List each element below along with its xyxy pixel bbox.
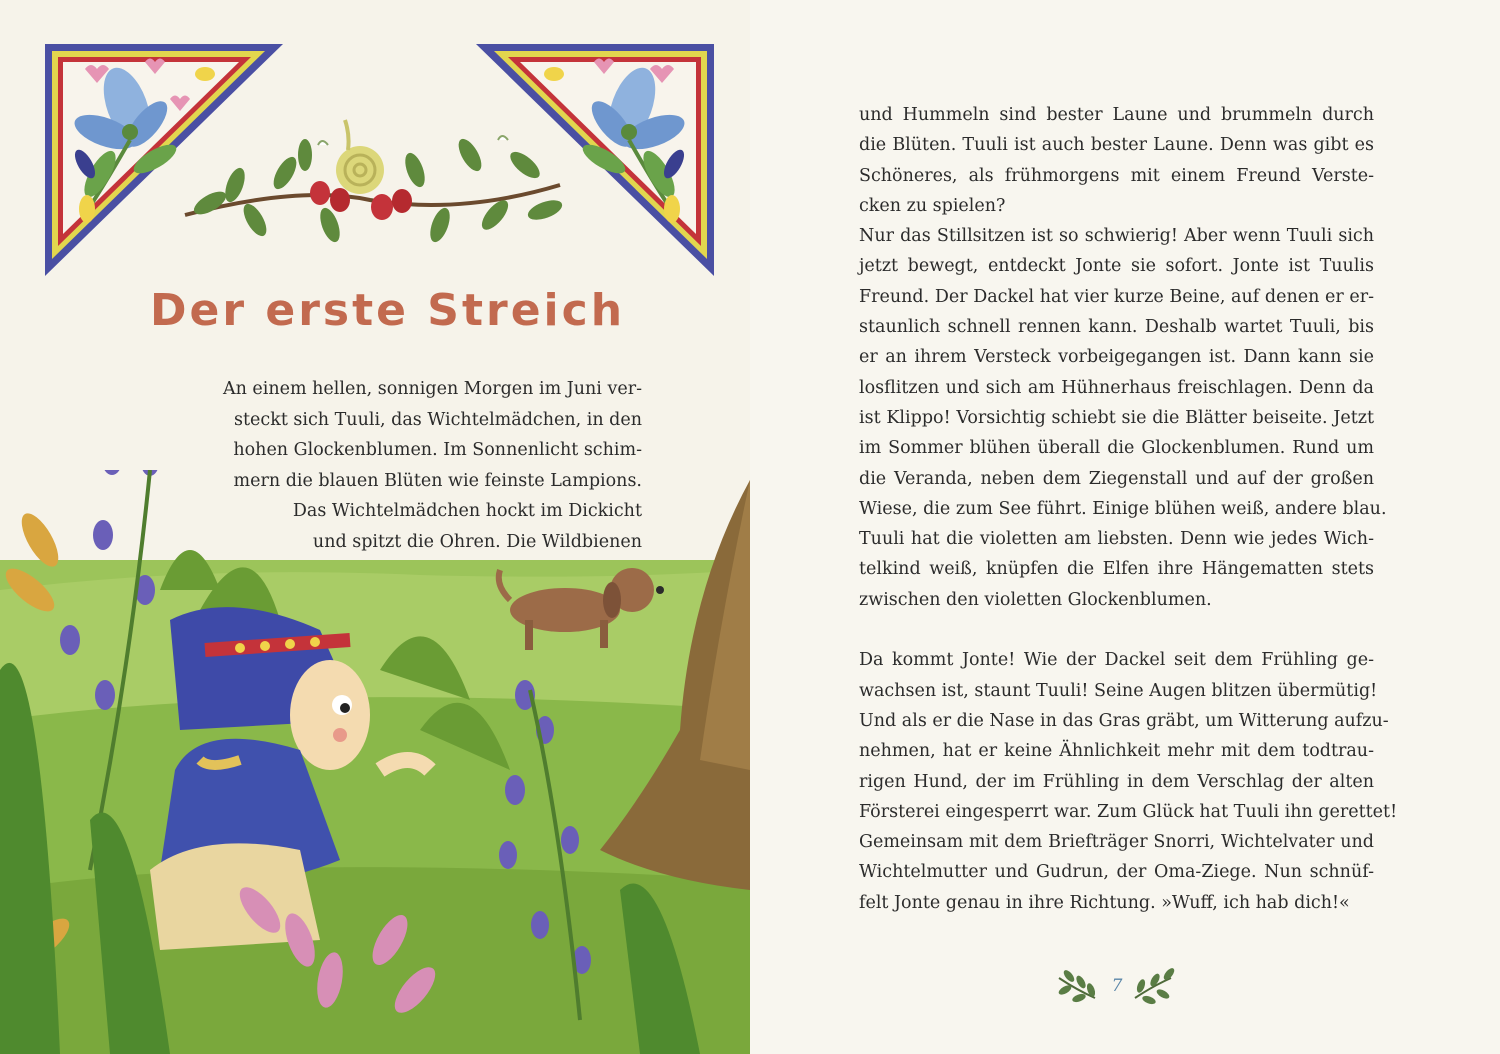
tuuli-meadow-illustration: [0, 470, 750, 1054]
body-line: die Veranda, neben dem Ziegenstall und auf der großen: [859, 468, 1374, 489]
intro-paragraph: [180, 374, 642, 557]
body-line: Nur das Stillsitzen ist so schwierig! Aber wenn Tuuli sich: [859, 226, 1374, 247]
intro-line: steckt sich Tuuli, das Wichtelmädchen, in den: [234, 409, 642, 430]
body-text: [859, 100, 1398, 918]
body-line: im Sommer blühen überall die Glockenblumen. Rund um: [859, 438, 1374, 459]
body-line: Försterei eingesperrt war. Zum Glück hat Tuuli ihn gerettet!: [859, 801, 1398, 822]
body-line: Tuuli hat die violetten am liebsten. Denn wie jedes Wich-: [859, 529, 1374, 550]
body-line: nehmen, hat er keine Ähnlichkeit mehr mit dem todtrau-: [859, 741, 1374, 762]
intro-line: hohen Glockenblumen. Im Sonnenlicht schim-: [233, 440, 642, 460]
chapter-title: Der erste Streich: [149, 285, 626, 336]
body-line: Schöneres, als frühmorgens mit einem Freund Verste-: [859, 165, 1374, 186]
intro-line: An einem hellen, sonnigen Morgen im Juni ver-: [222, 379, 642, 399]
body-line: Und als er die Nase in das Gras gräbt, um Witterung aufzu-: [859, 710, 1389, 731]
body-line: wachsen ist, staunt Tuuli! Seine Augen blitzen übermütig!: [859, 680, 1378, 701]
body-line: ist Klippo! Vorsichtig schiebt sie die Blätter beiseite. Jetzt: [859, 407, 1374, 428]
intro-line: und spitzt die Ohren. Die Wildbienen: [312, 531, 642, 552]
body-line: Freund. Der Dackel hat vier kurze Beine, auf denen er er-: [859, 286, 1374, 307]
body-line: Wiese, die zum See führt. Einige blühen weiß, andere blau.: [859, 498, 1387, 519]
body-line: staunlich schnell rennen kann. Deshalb wartet Tuuli, bis: [859, 317, 1374, 338]
body-line: cken zu spielen?: [859, 195, 1006, 216]
leaf-sprig-right-icon: [1131, 968, 1175, 1008]
body-line: Da kommt Jonte! Wie der Dackel seit dem Frühling ge-: [859, 650, 1374, 671]
body-line: felt Jonte genau in ihre Richtung. »Wuff, ich hab dich!«: [859, 892, 1350, 913]
body-line: rigen Hund, der im Frühling in dem Verschlag der alten: [859, 771, 1374, 792]
body-line: zwischen den violetten Glockenblumen.: [859, 589, 1212, 610]
body-line: er an ihrem Versteck vorbeigegangen ist. Dann kann sie: [859, 347, 1374, 368]
body-line: Wichtelmutter und Gudrun, der Oma-Ziege. Nun schnüf-: [859, 862, 1374, 883]
body-line: telkind weiß, knüpfen die Elfen ihre Hängematten stets: [859, 559, 1374, 580]
intro-line: mern die blauen Blüten wie feinste Lampions.: [233, 470, 642, 491]
page-footer: [1055, 968, 1175, 1008]
right-page: [750, 0, 1500, 1054]
body-line: die Blüten. Tuuli ist auch bester Laune. Denn was gibt es: [859, 135, 1374, 156]
body-line: und Hummeln sind bester Laune und brummeln durch: [859, 105, 1374, 125]
page-number: 7: [1111, 976, 1123, 996]
snail-branch-ornament: [180, 115, 565, 255]
intro-line: Das Wichtelmädchen hockt im Dickicht: [292, 501, 642, 521]
body-line: jetzt bewegt, entdeckt Jonte sie sofort. Jonte ist Tuulis: [859, 256, 1374, 277]
paragraph-gap: [859, 615, 1374, 645]
body-line: Gemeinsam mit dem Briefträger Snorri, Wichtelvater und: [859, 832, 1374, 853]
body-line: losflitzen und sich am Hühnerhaus freischlagen. Denn da: [859, 377, 1374, 398]
leaf-sprig-left-icon: [1055, 968, 1099, 1008]
